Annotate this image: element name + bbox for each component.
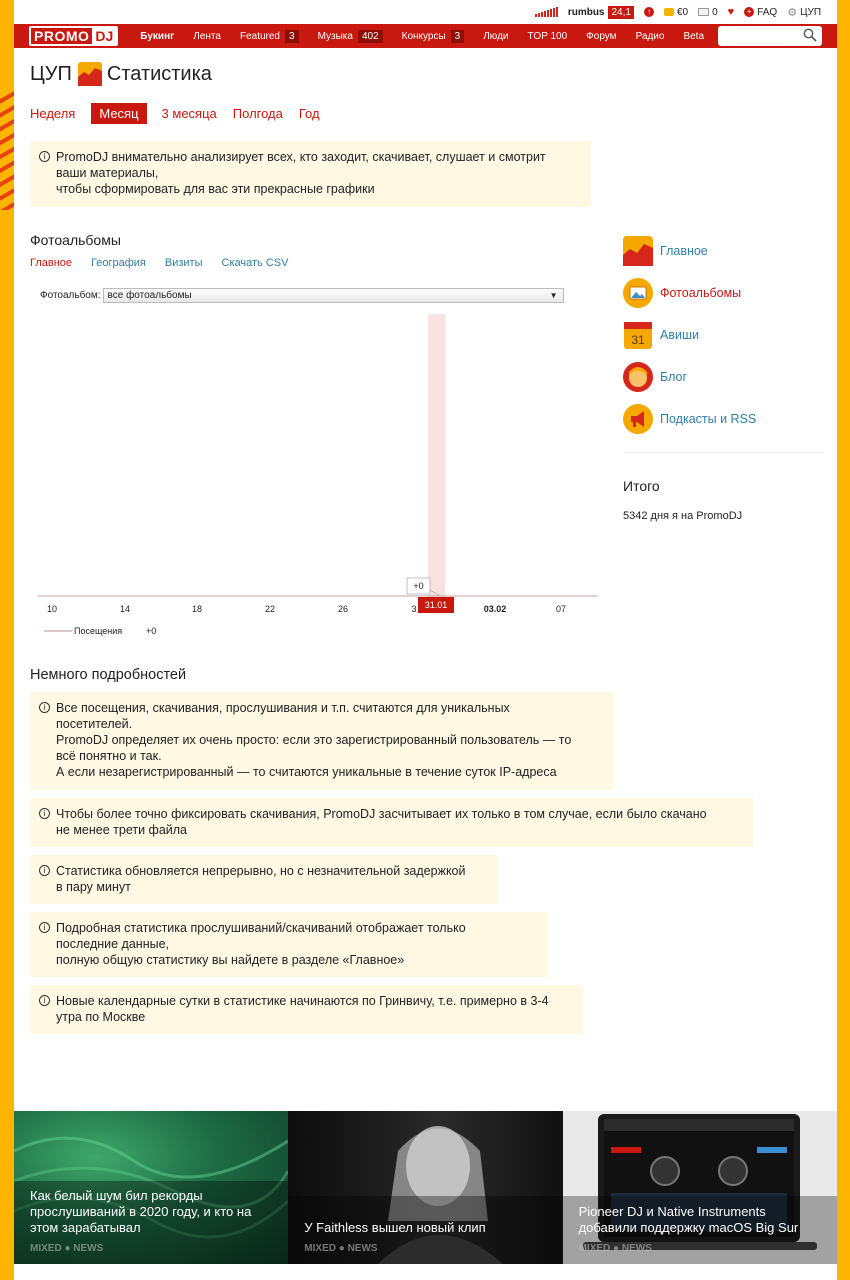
plus-icon: + <box>744 7 754 17</box>
x-axis-ticks <box>47 604 566 614</box>
section-subtabs <box>30 257 307 269</box>
nav-item-featured[interactable] <box>240 30 299 43</box>
sidebar-item-label: Фотоальбомы <box>660 286 742 300</box>
logo-part1: PROMO <box>31 28 92 44</box>
sidebar-item-events[interactable] <box>623 314 823 356</box>
news-image-portrait <box>288 1111 562 1264</box>
sidebar-item-label: Подкасты и RSS <box>660 412 757 426</box>
subtab-main[interactable]: Главное <box>30 257 73 269</box>
sidebar-item-podcasts[interactable] <box>623 398 823 440</box>
x-tick-label: 07 <box>555 604 567 614</box>
megaphone-icon <box>623 404 653 434</box>
signal-icon <box>535 7 558 17</box>
detail-note-3 <box>30 855 498 904</box>
news-caption: Pioneer DJ и Native Instruments добавили поддержку macOS Big Sur <box>578 1204 799 1235</box>
calendar-icon <box>623 320 653 350</box>
faq-label: FAQ <box>757 6 778 18</box>
title-statistics: Статистика <box>106 62 212 85</box>
news-image-laptop <box>563 1111 837 1264</box>
note-line: посетителей. <box>56 717 133 731</box>
news-tile-faithless[interactable] <box>288 1111 562 1264</box>
page-title <box>30 62 212 86</box>
detail-note-4 <box>30 912 547 977</box>
note-line: полную общую статистику вы найдете в разделе «Главное» <box>56 953 405 967</box>
tooltip-value: +0 <box>413 581 424 591</box>
nav-item-форум[interactable] <box>586 31 616 42</box>
nav-item-музыка[interactable] <box>318 30 383 43</box>
note-line: А если незарегистрированный — то считаются уникальные в течение суток IP-адреса <box>56 765 557 779</box>
news-tag: MIXED ● NEWS <box>578 1243 652 1254</box>
intro-line-2: ваши материалы, <box>56 166 159 180</box>
title-cup: ЦУП <box>30 62 72 85</box>
nav-item-label: Featured <box>239 30 280 42</box>
blog-avatar-icon <box>623 362 653 392</box>
detail-note-2 <box>30 798 753 847</box>
chart-icon <box>78 62 102 86</box>
note-line: Статистика обновляется непрерывно, но с незначительной задержкой <box>56 864 466 878</box>
logo-part2: DJ <box>92 28 116 44</box>
info-icon: i <box>39 702 50 713</box>
total-text: 5342 дня я на PromoDJ <box>623 510 743 522</box>
nav-item-label: Лента <box>193 30 221 42</box>
sidebar <box>623 230 823 440</box>
x-tick-label: 03.02 <box>483 604 507 614</box>
nav-item-букинг[interactable] <box>140 31 174 42</box>
note-line: утра по Москве <box>56 1010 146 1024</box>
x-tick-label: 22 <box>264 604 276 614</box>
period-week[interactable]: Неделя <box>30 106 76 121</box>
info-icon: i <box>39 808 50 819</box>
news-tag: MIXED ● NEWS <box>304 1243 378 1254</box>
visits-chart <box>28 308 598 643</box>
x-tick-label: 26 <box>337 604 349 614</box>
nav-item-label: Beta <box>683 30 705 42</box>
sidebar-item-main[interactable] <box>623 230 823 272</box>
x-tick-label: 14 <box>119 604 131 614</box>
page <box>14 0 837 1280</box>
heart-icon[interactable]: ♥ <box>727 6 735 18</box>
legend-label: Посещения <box>74 626 123 636</box>
sidebar-item-label: Главное <box>660 244 708 258</box>
note-line: в пару минут <box>56 880 131 894</box>
x-tick-label: 18 <box>191 604 203 614</box>
note-line: последние данные, <box>56 937 170 951</box>
news-tile-pioneer[interactable] <box>563 1111 837 1264</box>
note-line: не менее трети файла <box>56 823 188 837</box>
nav-item-радио[interactable] <box>636 31 665 42</box>
note-line: PromoDJ определяет их очень просто: если это зарегистрированный пользователь — то <box>56 733 572 747</box>
messages-link[interactable] <box>698 7 718 18</box>
period-year[interactable]: Год <box>298 106 320 121</box>
x-tick-label: 3 <box>411 604 417 614</box>
main-nav <box>14 24 837 48</box>
note-line: Чтобы более точно фиксировать скачивания, PromoDJ засчитывает их только в том случае, если было скачано <box>56 807 707 821</box>
sidebar-item-blog[interactable] <box>623 356 823 398</box>
news-caption: У Faithless вышел новый клип <box>304 1220 486 1235</box>
nav-item-label: Люди <box>483 30 509 42</box>
news-strip <box>14 1111 837 1264</box>
note-line: всё понятно и так. <box>56 749 162 763</box>
sidebar-item-photoalbums[interactable] <box>623 272 823 314</box>
coin-icon <box>664 8 674 16</box>
x-tick-label: 10 <box>46 604 58 614</box>
intro-line-1: PromoDJ внимательно анализирует всех, кто заходит, скачивает, слушает и смотрит <box>56 150 546 164</box>
nav-item-label: Букинг <box>140 30 175 42</box>
photo-icon <box>623 278 653 308</box>
nav-item-top-100[interactable] <box>528 31 568 42</box>
nav-item-label: Конкурсы <box>401 30 446 42</box>
period-tabs <box>30 103 336 124</box>
cup-link[interactable] <box>787 6 821 19</box>
news-tag: MIXED ● NEWS <box>30 1243 104 1254</box>
album-select-row <box>40 288 564 303</box>
envelope-icon <box>698 8 709 16</box>
nav-item-label: TOP 100 <box>527 30 568 42</box>
nav-links <box>140 30 723 43</box>
album-select-value: все фотоальбомы <box>107 290 192 301</box>
highlight-band <box>428 314 445 598</box>
subtab-visits[interactable]: Визиты <box>164 257 203 269</box>
search-icon[interactable] <box>803 28 817 42</box>
nav-item-beta[interactable] <box>683 31 704 42</box>
info-icon: i <box>39 151 50 162</box>
coins-link[interactable] <box>664 7 688 18</box>
news-caption: Как белый шум бил рекорды прослушиваний в 2020 году, и кто на этом зарабатывал <box>30 1188 252 1235</box>
period-month[interactable]: Месяц <box>91 103 146 124</box>
upload-button[interactable] <box>644 7 654 17</box>
note-line: Новые календарные сутки в статистике начинаются по Гринвичу, т.е. примерно в 3-4 <box>56 994 549 1008</box>
nav-item-label: Форум <box>586 30 617 42</box>
info-icon: i <box>39 865 50 876</box>
status-bar <box>14 0 837 24</box>
calendar-day: 31 <box>631 333 645 347</box>
intro-line-3: чтобы сформировать для вас эти прекрасные графики <box>56 182 375 196</box>
username-link[interactable]: rumbus <box>567 6 605 18</box>
nav-item-badge: 3 <box>285 30 299 43</box>
sidebar-item-label: Авиши <box>660 328 699 342</box>
legend-total: +0 <box>146 626 157 636</box>
nav-item-badge: 402 <box>358 30 383 43</box>
cup-label: ЦУП <box>800 6 821 18</box>
note-line: Подробная статистика прослушиваний/скачиваний отображает только <box>56 921 466 935</box>
album-select[interactable] <box>103 288 564 303</box>
total-title: Итого <box>623 478 660 494</box>
period-half-year[interactable]: Полгода <box>232 106 283 121</box>
dropdown-arrow-icon: ▼ <box>549 291 558 300</box>
nav-item-конкурсы[interactable] <box>402 30 465 43</box>
chart-icon <box>623 236 653 266</box>
intro-notice <box>30 141 591 207</box>
album-select-label: Фотоальбом: <box>40 290 101 301</box>
note-line: Все посещения, скачивания, прослушивания и т.п. считаются для уникальных <box>56 701 510 715</box>
section-title: Фотоальбомы <box>30 232 121 248</box>
promodj-logo[interactable] <box>29 26 118 46</box>
details-title: Немного подробностей <box>30 667 187 683</box>
gear-icon: ⚙ <box>787 6 798 19</box>
period-3-months[interactable]: 3 месяца <box>161 106 217 121</box>
detail-note-5 <box>30 985 583 1034</box>
info-icon: i <box>39 922 50 933</box>
detail-note-1 <box>30 692 614 790</box>
highlight-date-label: 31.01 <box>424 600 448 610</box>
subtab-geography[interactable]: География <box>91 257 146 269</box>
sidebar-item-label: Блог <box>660 370 688 384</box>
messages-count: 0 <box>712 6 718 18</box>
nav-item-badge: 3 <box>451 30 465 43</box>
sidebar-divider <box>623 452 823 453</box>
faq-link[interactable] <box>744 7 777 18</box>
nav-item-label: Музыка <box>317 30 353 42</box>
rating-badge: 24,1 <box>608 6 633 19</box>
nav-item-label: Радио <box>635 30 665 42</box>
nav-item-люди[interactable] <box>483 31 508 42</box>
subtab-download-csv[interactable]: Скачать CSV <box>221 257 289 269</box>
info-icon: i <box>39 995 50 1006</box>
coins-value: €0 <box>676 6 689 18</box>
upload-icon: ↑ <box>644 7 654 17</box>
news-tile-white-noise[interactable] <box>14 1111 288 1264</box>
nav-item-лента[interactable] <box>193 31 221 42</box>
